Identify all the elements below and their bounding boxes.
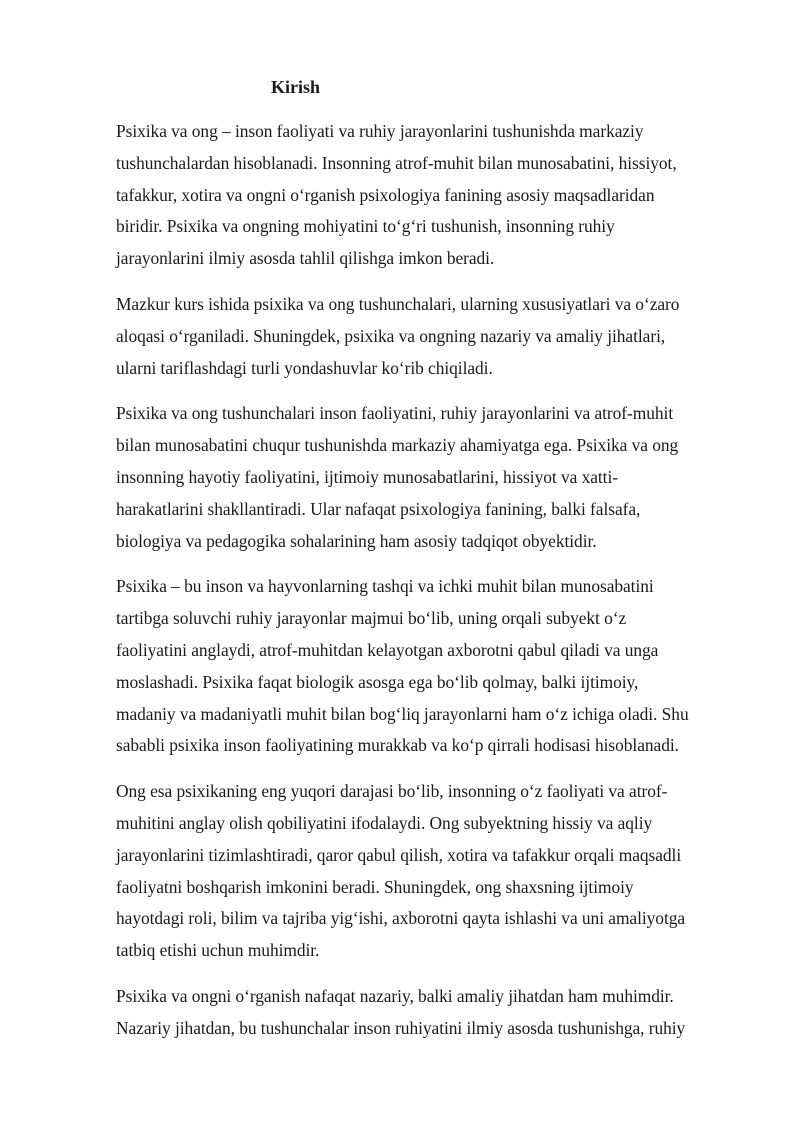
- text-line: tafakkur, xotira va ongni o‘rganish psixologiya fanining asosiy maqsadlaridan: [116, 184, 655, 205]
- text-line: biologiya va pedagogika sohalarining ham asosiy tadqiqot obyektidir.: [116, 530, 597, 551]
- text-line: jarayonlarini ilmiy asosda tahlil qilishga imkon beradi.: [116, 248, 495, 269]
- text-line: faoliyatni boshqarish imkonini beradi. Shuningdek, ong shaxsning ijtimoiy: [116, 876, 634, 897]
- text-line: muhitini anglay olish qobiliyatini ifodalaydi. Ong subyektning hissiy va aqliy: [116, 812, 653, 833]
- text-line: faoliyatini anglaydi, atrof-muhitdan kelayotgan axborotni qabul qiladi va unga: [116, 639, 659, 660]
- text-line: madaniy va madaniyatli muhit bilan bog‘liq jarayonlarni ham o‘z ichiga oladi. Shu: [116, 703, 689, 724]
- text-line: hayotdagi roli, bilim va tajriba yig‘ishi, axborotni qayta ishlashi va uni amaliyotga: [116, 908, 686, 929]
- text-line: tatbiq etishi uchun muhimdir.: [116, 940, 320, 961]
- paragraph-3: [116, 398, 742, 557]
- text-line: Psixika va ong – inson faoliyati va ruhiy jarayonlarini tushunishda markaziy: [116, 121, 644, 141]
- text-line: aloqasi o‘rganiladi. Shuningdek, psixika va ongning nazariy va amaliy jihatlari,: [116, 325, 666, 346]
- text-line: Psixika va ongni o‘rganish nafaqat nazariy, balki amaliy jihatdan ham muhimdir.: [116, 985, 674, 1006]
- text-line: harakatlarini shakllantiradi. Ular nafaqat psixologiya fanining, balki falsafa,: [116, 498, 641, 519]
- text-line: Mazkur kurs ishida psixika va ong tushunchalari, ularning xususiyatlari va o‘zaro: [116, 293, 680, 314]
- document-title: Kirish: [271, 77, 321, 97]
- text-line: insonning hayotiy faoliyatini, ijtimoiy munosabatlarini, hissiyot va xatti-: [116, 466, 618, 487]
- paragraph-5: [116, 776, 742, 967]
- text-line: Psixika – bu inson va hayvonlarning tashqi va ichki muhit bilan munosabatini: [116, 576, 654, 597]
- text-line: ularni tariflashdagi turli yondashuvlar ko‘rib chiqiladi.: [116, 357, 493, 378]
- paragraph-1: [116, 116, 742, 275]
- text-line: Ong esa psixikaning eng yuqori darajasi bo‘lib, insonning o‘z faoliyati va atrof-: [116, 781, 668, 802]
- text-line: tartibga soluvchi ruhiy jarayonlar majmui bo‘lib, uning orqali subyekt o‘z: [116, 608, 627, 629]
- text-line: bilan munosabatini chuqur tushunishda markaziy ahamiyatga ega. Psixika va ong: [116, 435, 679, 456]
- text-line: jarayonlarini tizimlashtiradi, qaror qabul qilish, xotira va tafakkur orqali maqsadli: [116, 844, 682, 865]
- text-line: biridir. Psixika va ongning mohiyatini to‘g‘ri tushunish, insonning ruhiy: [116, 216, 615, 237]
- text-line: Psixika va ong tushunchalari inson faoliyatini, ruhiy jarayonlarini va atrof-muhit: [116, 403, 674, 424]
- text-line: moslashadi. Psixika faqat biologik asosga ega bo‘lib qolmay, balki ijtimoiy,: [116, 671, 639, 692]
- paragraph-4: [116, 571, 742, 762]
- paragraph-6: [116, 981, 742, 1045]
- text-line: sababli psixika inson faoliyatining murakkab va ko‘p qirrali hodisasi hisoblanadi.: [116, 735, 679, 756]
- text-line: tushunchalardan hisoblanadi. Insonning atrof-muhit bilan munosabatini, hissiyot,: [116, 152, 677, 173]
- paragraph-2: [116, 289, 742, 384]
- document-body: [116, 116, 742, 1059]
- text-line: Nazariy jihatdan, bu tushunchalar inson ruhiyatini ilmiy asosda tushunishga, ruhiy: [116, 1017, 686, 1038]
